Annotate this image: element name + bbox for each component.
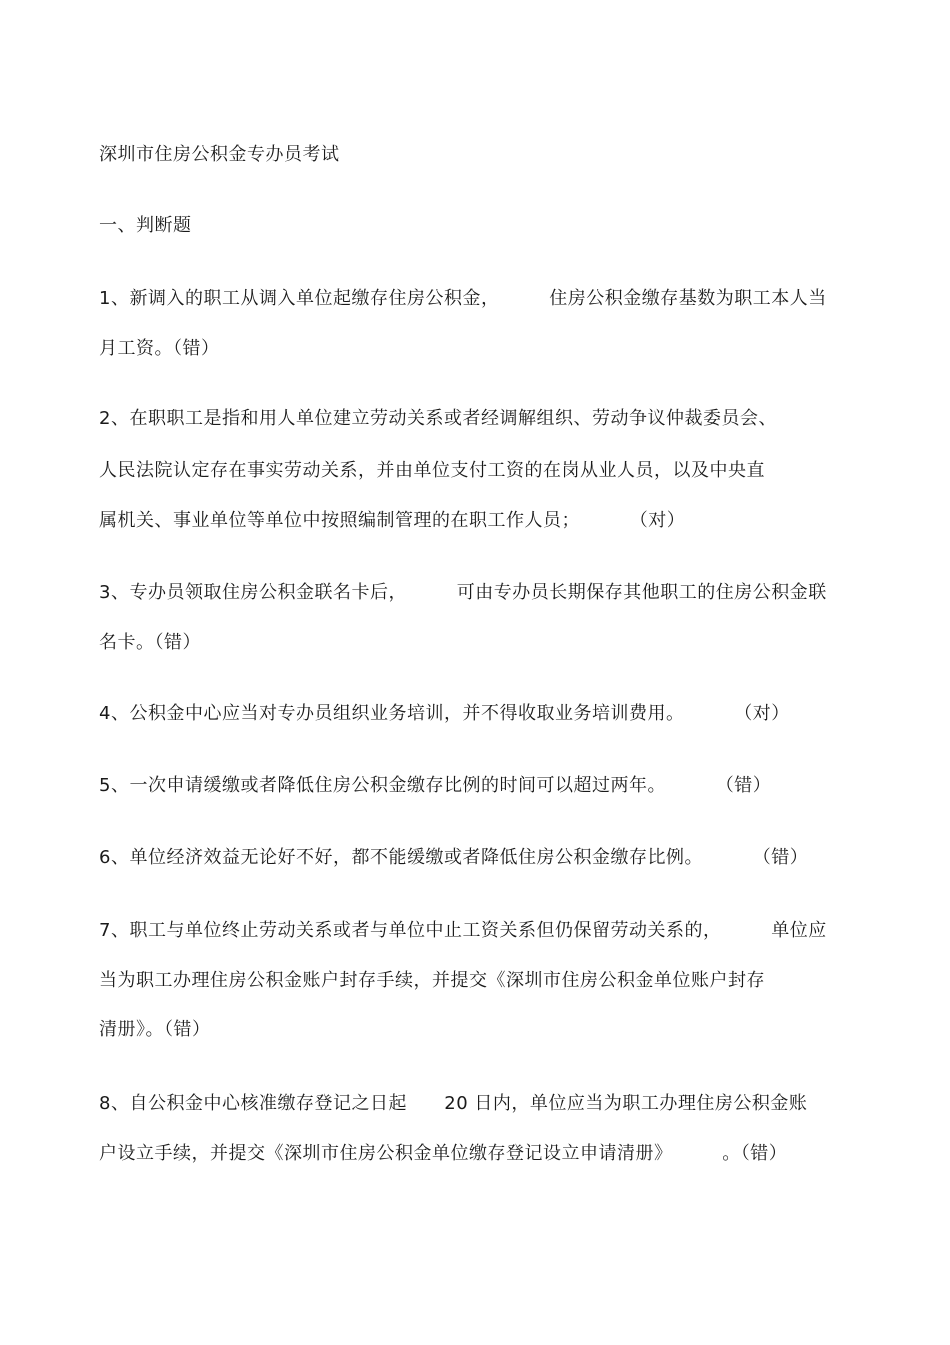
question-line: 户设立手续，并提交《深圳市住房公积金单位缴存登记设立申请清册》 。（错） [99,1143,788,1164]
question-line: 5、一次申请缓缴或者降低住房公积金缴存比例的时间可以超过两年。 （错） [99,775,772,796]
question-line: 当为职工办理住房公积金账户封存手续，并提交《深圳市住房公积金单位账户封存 [99,970,765,991]
question-line: 8、自公积金中心核准缴存登记之日起 20 日内，单位应当为职工办理住房公积金账 [99,1093,808,1114]
question-line: 6、单位经济效益无论好不好，都不能缓缴或者降低住房公积金缴存比例。 （错） [99,847,809,868]
question-line: 2、在职职工是指和用人单位建立劳动关系或者经调解组织、劳动争议仲裁委员会、 [99,408,777,429]
document-title: 深圳市住房公积金专办员考试 [99,144,340,165]
question-line: 3、专办员领取住房公积金联名卡后， 可由专办员长期保存其他职工的住房公积金联 [99,582,827,603]
question-line: 7、职工与单位终止劳动关系或者与单位中止工资关系但仍保留劳动关系的， 单位应 [99,920,827,941]
section-heading: 一、判断题 [99,215,192,236]
question-line: 1、新调入的职工从调入单位起缴存住房公积金， 住房公积金缴存基数为职工本人当 [99,288,827,309]
question-line: 清册》。（错） [99,1019,211,1040]
question-line: 4、公积金中心应当对专办员组织业务培训，并不得收取业务培训费用。 （对） [99,703,790,724]
question-line: 属机关、事业单位等单位中按照编制管理的在职工作人员； （对） [99,510,686,531]
question-line: 人民法院认定存在事实劳动关系，并由单位支付工资的在岗从业人员，以及中央直 [99,460,765,481]
question-line: 月工资。（错） [99,338,220,359]
question-line: 名卡。（错） [99,632,201,653]
